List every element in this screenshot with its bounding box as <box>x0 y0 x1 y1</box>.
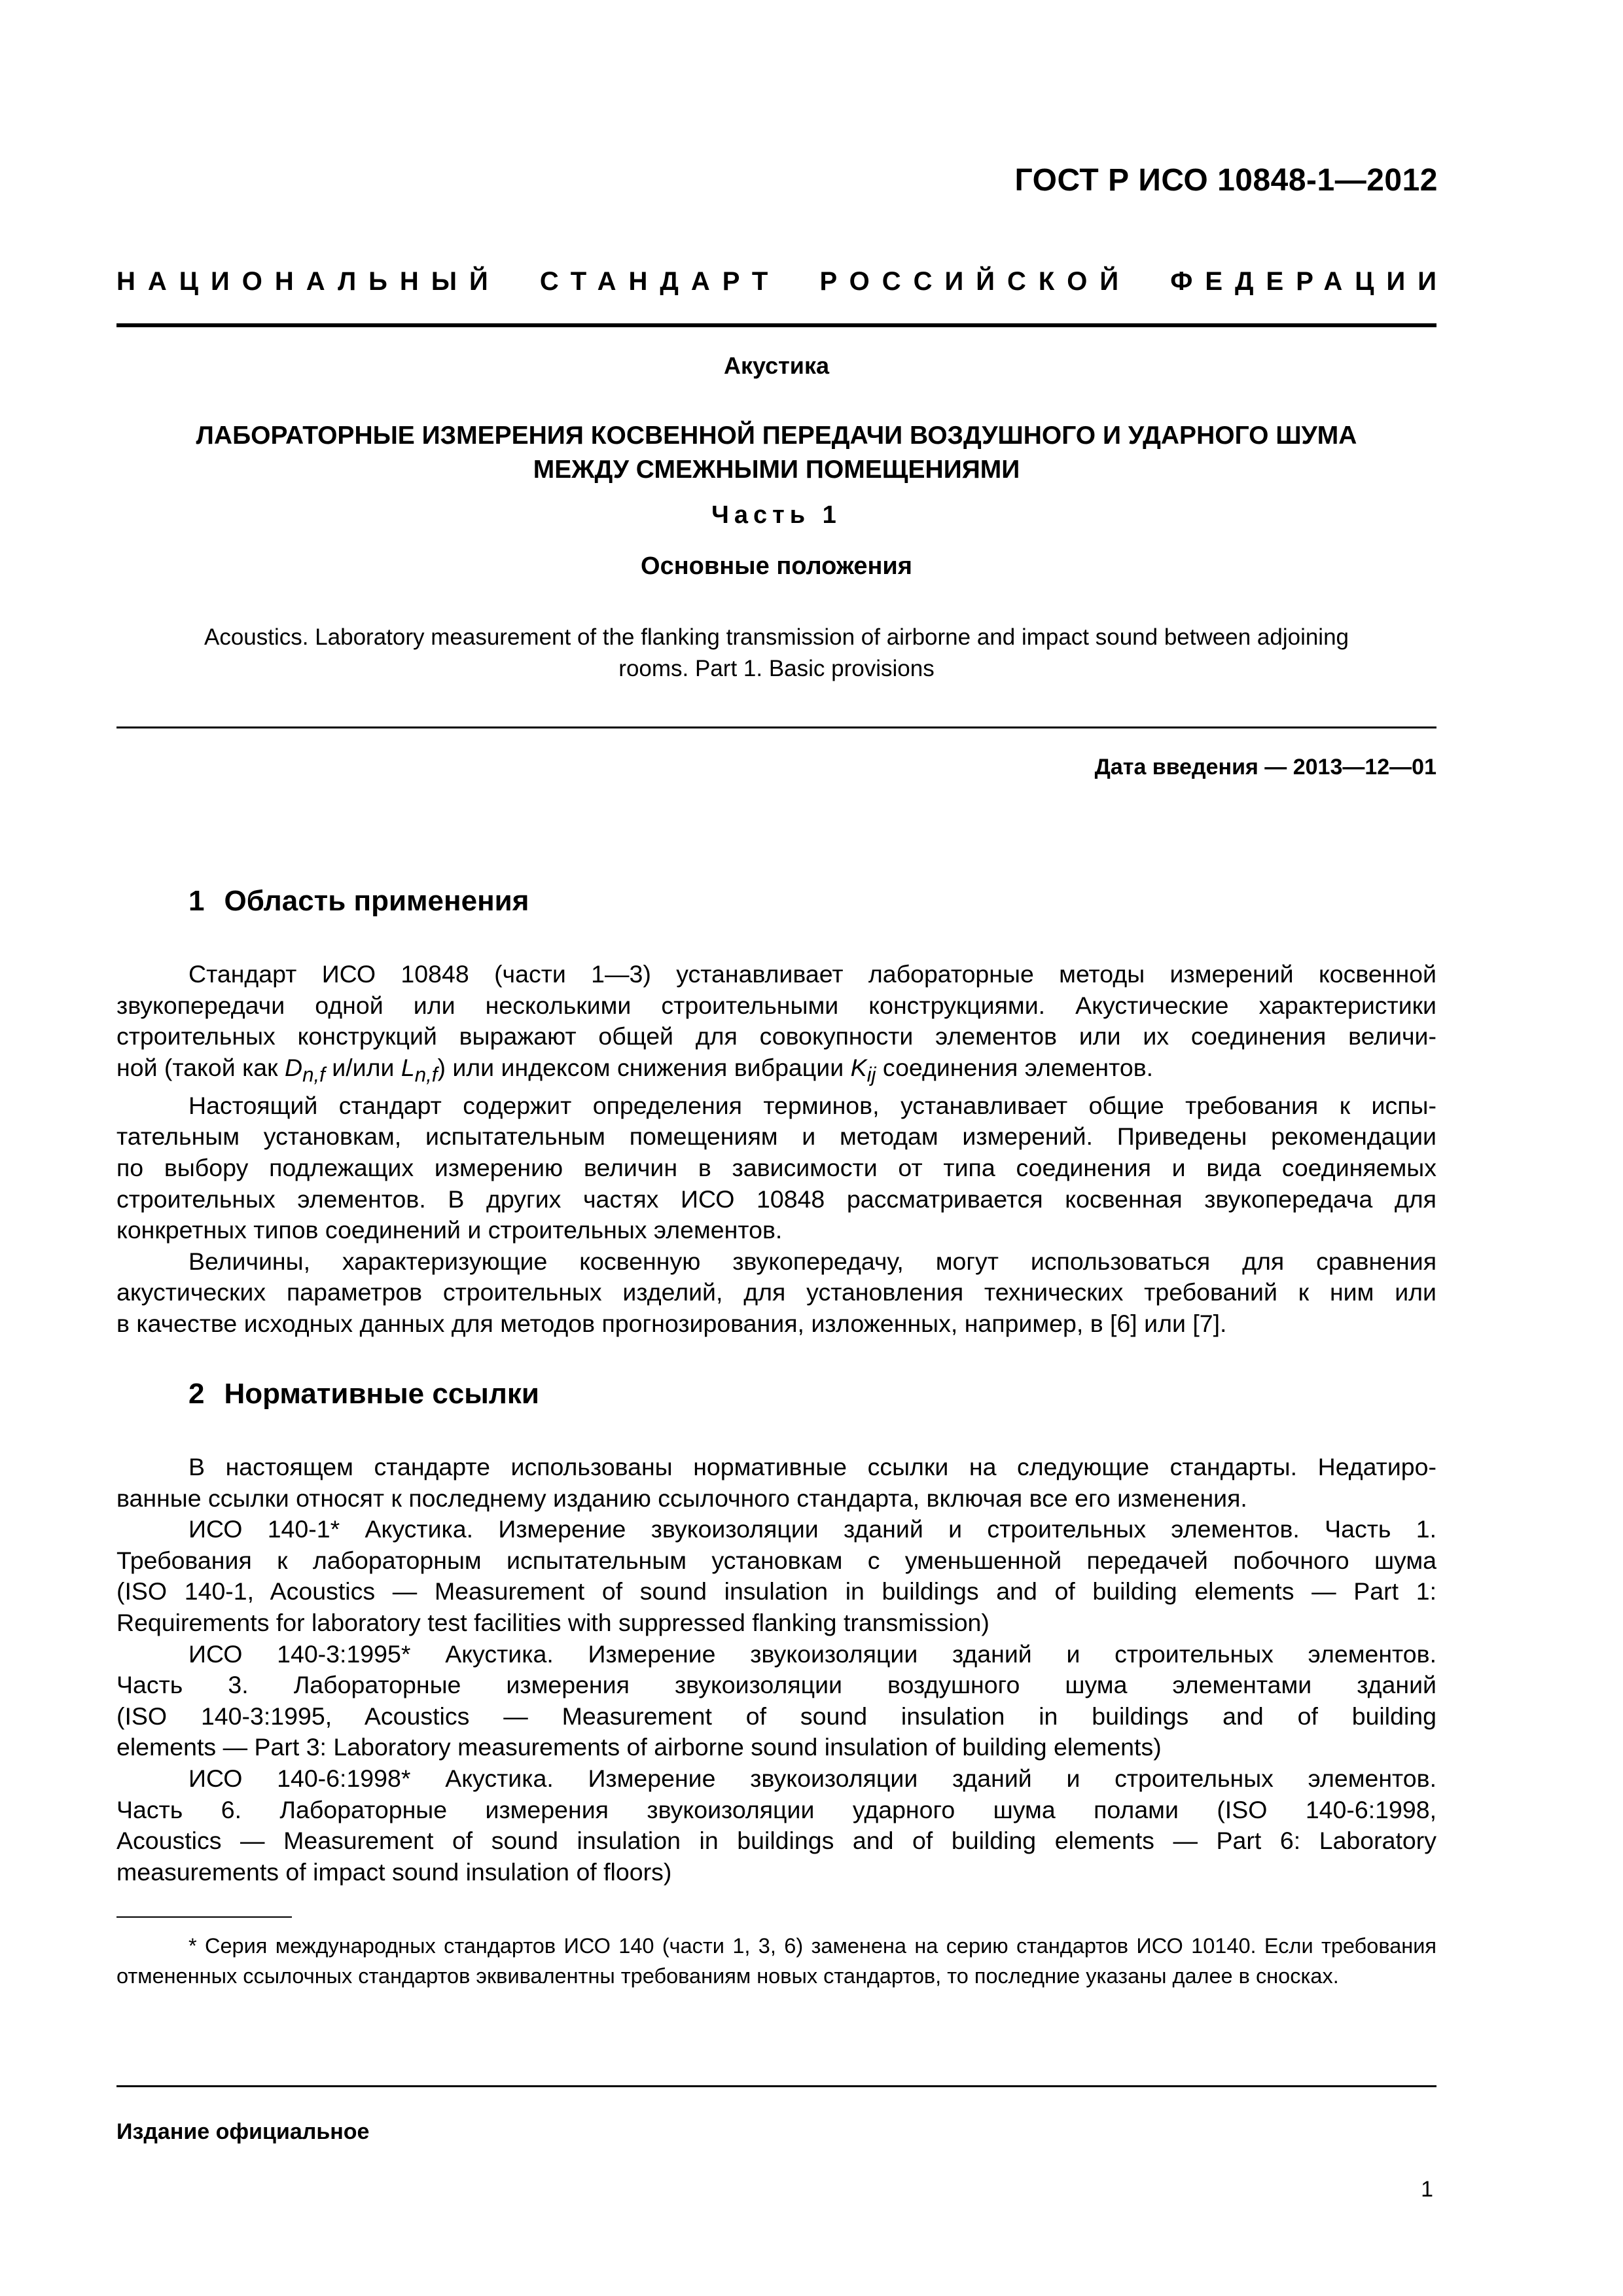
s1p1-line-3: строительных конструкций выражают общей для совокупности элементов или их соединения величи- <box>116 1022 1436 1050</box>
s1p2-line-2: тательным установкам, испытательным помещениям и методам измерений. Приведены рекомендации <box>116 1122 1436 1151</box>
s2p2-line-4: Requirements for laboratory test facilities with suppressed flanking transmission) <box>116 1608 990 1636</box>
document-title <box>116 419 1436 487</box>
edition-label: Издание официальное <box>116 2119 370 2144</box>
section-1-paragraph-2 <box>116 1090 1436 1246</box>
symbol-d-sub: n,f <box>302 1063 325 1086</box>
reference-iso-140-6 <box>116 1763 1436 1888</box>
s1p1-text-d: соединения элементов. <box>876 1053 1154 1081</box>
page-number: 1 <box>1421 2177 1433 2202</box>
national-standard-banner <box>116 267 1449 296</box>
english-title-line-2: rooms. Part 1. Basic provisions <box>618 656 935 681</box>
english-title <box>144 622 1409 685</box>
s2p4-line-2: Часть 6. Лабораторные измерения звукоизоляции ударного шума полами (ISO 140-6:1998, <box>116 1795 1436 1823</box>
section-1-title: Область применения <box>224 885 529 917</box>
s1p1-text-a: ной (такой как <box>116 1053 285 1081</box>
section-1-paragraph-1 <box>116 959 1436 1090</box>
s1p1-line-1: Стандарт ИСО 10848 (части 1—3) устанавливает лабораторные методы измерений косвенной <box>188 960 1436 988</box>
section-2-number: 2 <box>188 1378 205 1410</box>
s2p1-line-2: ванные ссылки относят к последнему изданию ссылочного стандарта, включая все его изменения. <box>116 1484 1247 1512</box>
title-divider <box>116 726 1436 728</box>
s2p2-line-3: (ISO 140-1, Acoustics — Measurement of sound insulation in buildings and of building elements — Part 1: <box>116 1577 1436 1605</box>
s1p2-line-5: конкретных типов соединений и строительных элементов. <box>116 1216 783 1244</box>
part-label: Часть 1 <box>711 501 842 529</box>
section-2-title: Нормативные ссылки <box>224 1378 539 1410</box>
section-2-paragraph-1 <box>116 1452 1436 1514</box>
s1p1-line-4 <box>116 1052 1436 1090</box>
s1p1-text-b: и/или <box>325 1053 401 1081</box>
s1p2-line-4: строительных элементов. В других частях ИСО 10848 рассматривается косвенная звукопередача для <box>116 1185 1436 1213</box>
reference-iso-140-1 <box>116 1514 1436 1638</box>
s1p3-line-3: в качестве исходных данных для методов прогнозирования, изложенных, например, в [6] или [7]. <box>116 1310 1227 1338</box>
s1p3-line-2: акустических параметров строительных изделий, для установления технических требований к ним или <box>116 1278 1436 1306</box>
symbol-l-sub: n,f <box>414 1063 438 1086</box>
section-1-number: 1 <box>188 885 205 917</box>
header-divider <box>116 323 1436 327</box>
s2p2-line-2: Требования к лабораторным испытательным установкам с уменьшенной передачей побочного шума <box>116 1546 1436 1574</box>
s2p4-line-4: measurements of impact sound insulation of floors) <box>116 1857 672 1886</box>
s2p3-line-1: ИСО 140-3:1995* Акустика. Измерение звукоизоляции зданий и строительных элементов. <box>188 1640 1436 1668</box>
s1p1-line-2: звукопередачи одной или несколькими строительными конструкциями. Акустические характеристики <box>116 991 1436 1019</box>
s1p3-line-1: Величины, характеризующие косвенную звукопередачу, могут использоваться для сравнения <box>188 1247 1436 1275</box>
symbol-d: D <box>285 1053 303 1081</box>
title-line-2: МЕЖДУ СМЕЖНЫМИ ПОМЕЩЕНИЯМИ <box>533 456 1020 484</box>
s1p2-line-1: Настоящий стандарт содержит определения терминов, устанавливает общие требования к испы- <box>188 1091 1436 1119</box>
s1p1-text-c: ) или индексом снижения вибрации <box>437 1053 851 1081</box>
s2p3-line-3: (ISO 140-3:1995, Acoustics — Measurement of sound insulation in buildings and of building <box>116 1702 1436 1730</box>
footnote-divider <box>116 1916 292 1918</box>
s1p2-line-3: по выбору подлежащих измерению величин в зависимости от типа соединения и вида соединяемых <box>116 1154 1436 1182</box>
english-title-line-1: Acoustics. Laboratory measurement of the flanking transmission of airborne and impact sound between adjoining <box>204 624 1349 650</box>
symbol-k: K <box>850 1053 867 1081</box>
footnote: * Серия международных стандартов ИСО 140 (части 1, 3, 6) заменена на серию стандартов ИСО 10140. Если требования отмененных ссылочных стандартов эквивалентны требованиям новых стандартов, то последние указаны далее в сносках. <box>116 1934 1436 1988</box>
standard-code: ГОСТ Р ИСО 10848-1—2012 <box>1014 163 1438 198</box>
banner-word-3: РОССИЙСКОЙ <box>819 267 1132 296</box>
symbol-l: L <box>401 1053 415 1081</box>
s2p3-line-2: Часть 3. Лабораторные измерения звукоизоляции воздушного шума элементами зданий <box>116 1671 1436 1699</box>
symbol-k-sub: ij <box>866 1063 876 1086</box>
section-1-heading <box>188 885 529 918</box>
section-2-heading <box>188 1378 539 1410</box>
banner-word-2: СТАНДАРТ <box>539 267 781 296</box>
s2p1-line-1: В настоящем стандарте использованы нормативные ссылки на следующие стандарты. Недатиро- <box>188 1453 1436 1480</box>
document-subtitle: Основные положения <box>641 552 912 580</box>
banner-word-4: ФЕДЕРАЦИИ <box>1170 267 1449 296</box>
s2p4-line-1: ИСО 140-6:1998* Акустика. Измерение звукоизоляции зданий и строительных элементов. <box>188 1764 1436 1792</box>
s2p4-line-3: Acoustics — Measurement of sound insulation in buildings and of building elements — Part 6: Laboratory <box>116 1827 1436 1855</box>
introduction-date: Дата введения — 2013—12—01 <box>1094 755 1436 780</box>
section-1-body <box>116 959 1436 1340</box>
title-line-1: ЛАБОРАТОРНЫЕ ИЗМЕРЕНИЯ КОСВЕННОЙ ПЕРЕДАЧИ ВОЗДУШНОГО И УДАРНОГО ШУМА <box>196 422 1357 450</box>
s2p3-line-4: elements — Part 3: Laboratory measurements of airborne sound insulation of building elements) <box>116 1733 1162 1761</box>
section-2-body <box>116 1452 1436 1888</box>
s2p2-line-1: ИСО 140-1* Акустика. Измерение звукоизоляции зданий и строительных элементов. Часть 1. <box>188 1515 1436 1543</box>
banner-word-1: НАЦИОНАЛЬНЫЙ <box>116 267 501 296</box>
subject-heading: Акустика <box>724 352 829 379</box>
reference-iso-140-3 <box>116 1639 1436 1763</box>
section-1-paragraph-3 <box>116 1246 1436 1340</box>
footer-divider <box>116 2085 1436 2087</box>
